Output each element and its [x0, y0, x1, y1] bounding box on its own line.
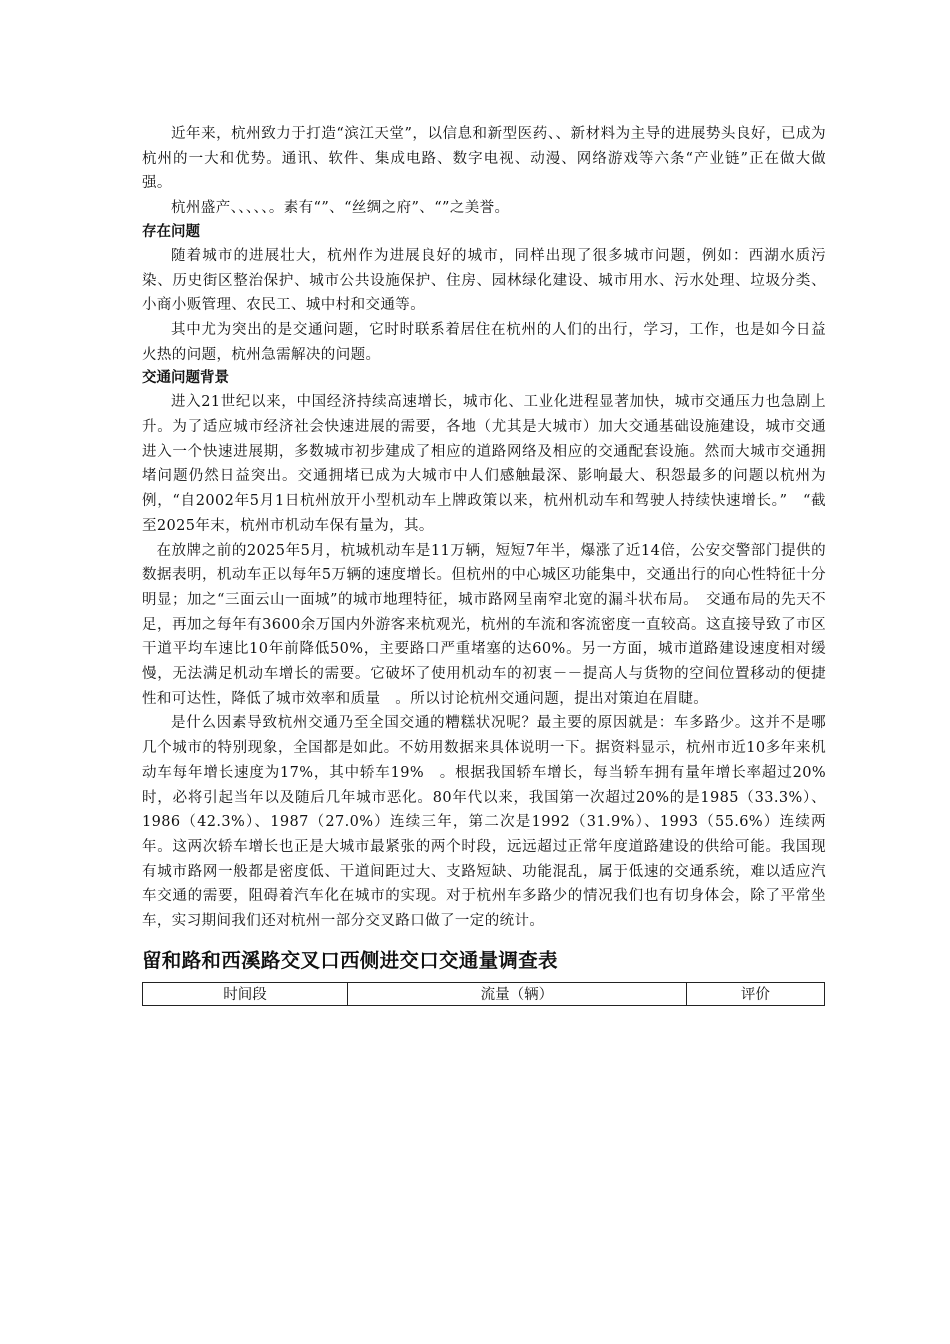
header-evaluation: 评价 [686, 982, 824, 1005]
intro-paragraph-2: 杭州盛产、、、、、。素有“”、“丝绸之府”、“”之美誉。 [171, 200, 510, 217]
background-paragraph-1: 进入21世纪以来，中国经济持续高速增长，城市化、工业化进程显著加快，城市交通压力也急剧上升。为了适应城市经济社会快速进展的需要，各地（尤其是大城市）加大交通基础设施建设，城市交通进入一个快速进展期，多数城市初步建成了相应的道路网络及相应的交通配套设施。然而大城市交通拥堵问题仍然日益突出。交通拥堵已成为大城市中人们感触最深、影响最大、积怨最多的问题以杭州为例，“自2002年5月1日杭州放开小型机动车上牌政策以来，杭州机动车和驾驶人持续快速增长。” “截至2025年末，杭州市机动车保有量为，其。 [142, 394, 826, 534]
section-heading-background: 交通问题背景 [142, 370, 229, 387]
document-body [142, 122, 826, 1006]
header-time-period: 时间段 [143, 982, 348, 1005]
header-flow: 流量（辆） [348, 982, 687, 1005]
traffic-survey-table [142, 982, 825, 1006]
table-header-row [143, 982, 825, 1005]
section-heading-problems: 存在问题 [142, 223, 200, 240]
background-paragraph-3: 是什么因素导致杭州交通乃至全国交通的糟糕状况呢？最主要的原因就是：车多路少。这并不是哪几个城市的特别现象，全国都是如此。不妨用数据来具体说明一下。据资料显示，杭州市近10多年来机动车每年增长速度为17%，其中轿车19% 。根据我国轿车增长，每当轿车拥有量年增长率超过20%时，必将引起当年以及随后几年城市恶化。80年代以来，我国第一次超过20%的是1985（33.3%）、1986（42.3%）、1987（27.0%）连续三年，第二次是1992（31.9%）、1993（55.6%）连续两年。这两次轿车增长也正是大城市最紧张的两个时段，远远超过正常年度道路建设的供给可能。我国现有城市路网一般都是密度低、干道间距过大、支路短缺、功能混乱，属于低速的交通系统，难以适应汽车交通的需要，阻碍着汽车化在城市的实现。对于杭州车多路少的情况我们也有切身体会，除了平常坐车，实习期间我们还对杭州一部分交叉路口做了一定的统计。 [142, 715, 826, 930]
table-title: 留和路和西溪路交叉口西侧进交口交通量调查表 [142, 948, 558, 972]
background-paragraph-2: 在放牌之前的2025年5月，杭城机动车是11万辆，短短7年半，爆涨了近14倍，公安交警部门提供的数据表明，机动车正以每年5万辆的速度增长。但杭州的中心城区功能集中，交通出行的向心性特征十分明显；加之“三面云山一面城”的城市地理特征，城市路网呈南窄北宽的漏斗状布局。 交通布局的先天不足，再加之每年有3600余万国内外游客来杭观光，杭州的车流和客流密度一直较高。这直接导致了市区干道平均车速比10年前降低50%，主要路口严重堵塞的达60%。另一方面，城市道路建设速度相对缓慢，无法满足机动车增长的需要。它破坏了使用机动车的初衷－－提高人与货物的空间位置移动的便捷性和可达性，降低了城市效率和质量 。所以讨论杭州交通问题，提出对策迫在眉睫。 [142, 542, 826, 707]
intro-paragraph-1: 近年来，杭州致力于打造“滨江天堂”，以信息和新型医药、、新材料为主导的进展势头良好，已成为杭州的一大和优势。通讯、软件、集成电路、数字电视、动漫、网络游戏等六条“产业链”正在做大做强。 [142, 126, 826, 192]
problems-paragraph-1: 随着城市的进展壮大，杭州作为进展良好的城市，同样出现了很多城市问题，例如：西湖水质污染、历史街区整治保护、城市公共设施保护、住房、园林绿化建设、城市用水、污水处理、垃圾分类、小商小贩管理、农民工、城中村和交通等。 [142, 247, 826, 314]
problems-paragraph-2: 其中尤为突出的是交通问题，它时时联系着居住在杭州的人们的出行，学习，工作，也是如今日益火热的问题，杭州急需解决的问题。 [142, 321, 826, 363]
